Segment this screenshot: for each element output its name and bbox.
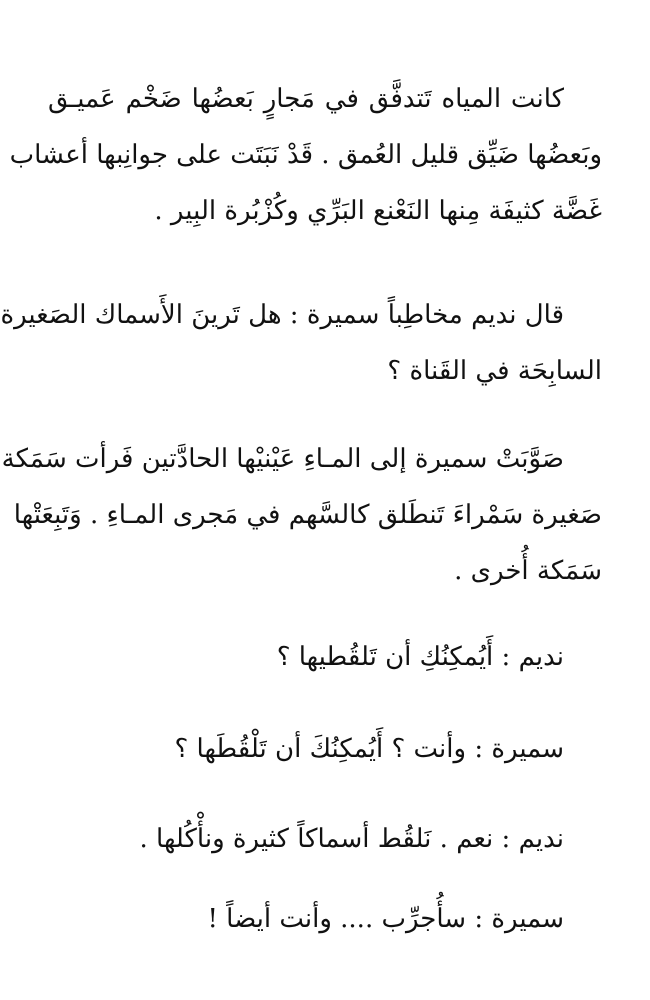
paragraph-line: صَوَّبَتْ سميرة إلى المـاءِ عَيْنيْها الحادَّتين فَرأت سَمَكة [1, 444, 564, 474]
paragraph-line: صَغيرة سَمْراءَ تَنطَلق كالسَّهم في مَجرى المـاءِ . وَتَبِعَتْها [13, 500, 602, 530]
paragraph-line: كانت المياه تَتدفَّق في مَجارٍ بَعضُها ضَخْم عَميـق [48, 84, 564, 114]
paragraph-line: وبَعضُها ضَيِّق قليل العُمق . قَدْ نَبَتَت على جوانِبها أعشاب [9, 140, 602, 170]
dialogue-line-nadim: نديم : أَيُمكِنُكِ أن تَلقُطيها ؟ [276, 642, 564, 672]
dialogue-line-samira: سميرة : وأنت ؟ أَيُمكِنُكَ أن تَلْقُطَها ؟ [174, 734, 564, 764]
paragraph-line: قال نديم مخاطِباً سميرة : هل تَرينَ الأَسماك الصَغيرة [0, 300, 564, 330]
paragraph-line: سَمَكة أُخرى . [454, 556, 602, 586]
dialogue-line-nadim: نديم : نعم . نَلقُط أسماكاً كثيرة ونأْكُلها . [139, 824, 564, 854]
paragraph-line: غَضَّة كثيفَة مِنها النَعْنع البَرِّي وكُزْبُرة البِير . [154, 196, 602, 226]
dialogue-line-samira: سميرة : سأُجرِّب .... وأنت أيضاً ! [207, 904, 564, 934]
paragraph-line: السابِحَة في القَناة ؟ [387, 356, 602, 386]
